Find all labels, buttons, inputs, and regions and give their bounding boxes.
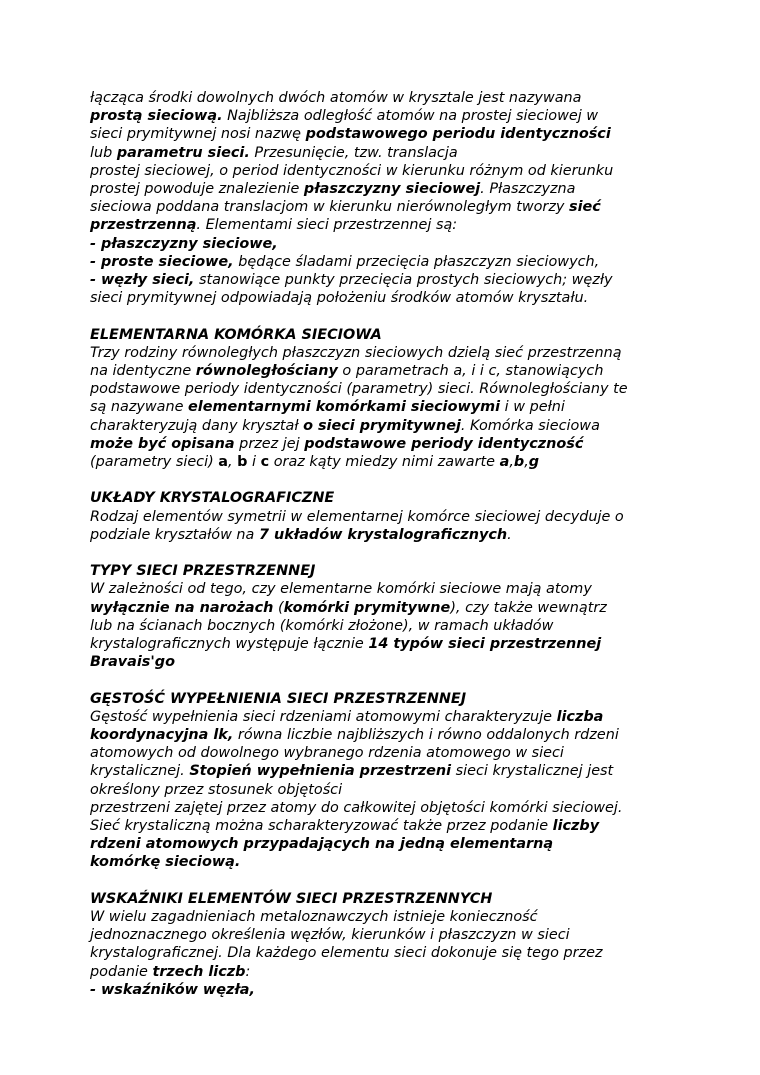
- text-line: [90, 89, 678, 107]
- text-run: Sieć krystaliczną można scharakteryzować także przez podanie: [90, 818, 553, 835]
- bold-text: liczba: [556, 708, 604, 725]
- text-line: [90, 198, 678, 216]
- text-run: równa liczbie najbliższych i równo oddalonych rdzeni: [233, 727, 619, 744]
- text-run: sieci prymitywnej nosi nazwę: [90, 126, 306, 143]
- text-run: oraz kąty miedzy nimi zawarte: [269, 454, 500, 471]
- bold-text: - węzły sieci,: [90, 272, 195, 289]
- bold-text: równoległościany: [195, 363, 338, 380]
- text-line: [90, 944, 678, 962]
- text-line: [90, 817, 678, 835]
- text-run: krystalograficznej. Dla każdego elementu sieci dokonuje się tego przez: [90, 945, 603, 962]
- text-run: krystalicznej.: [90, 763, 190, 780]
- text-run: . Płaszczyzna: [480, 181, 576, 198]
- text-run: ,: [524, 454, 529, 471]
- document-page: [90, 89, 678, 999]
- text-run: . Komórka sieciowa: [460, 417, 600, 434]
- text-run: Najbliższa odległość atomów na prostej sieciowej w: [222, 108, 599, 125]
- text-run: krystalograficznych występuje łącznie: [90, 636, 369, 653]
- text-line: [90, 453, 678, 471]
- text-run: .: [507, 526, 512, 543]
- section: [90, 489, 678, 544]
- text-run: lub na ścianach bocznych (komórki złożone), w ramach układów: [90, 617, 554, 634]
- bold-text: o sieci prymitywnej: [303, 417, 461, 434]
- text-line: [90, 107, 678, 125]
- bold-text: podstawowego periodu identyczności: [305, 126, 611, 143]
- text-run: ,: [509, 454, 514, 471]
- text-run: . Elementami sieci przestrzennej są:: [196, 217, 458, 234]
- text-line: [90, 235, 678, 253]
- text-run: :: [245, 963, 251, 980]
- paragraph: [90, 89, 678, 307]
- text-line: [90, 708, 678, 726]
- text-run: (: [273, 599, 284, 616]
- bold-text: płaszczyzny sieciowej: [303, 181, 481, 198]
- text-line: [90, 344, 678, 362]
- text-line: [90, 835, 678, 853]
- bold-text: Bravais'go: [90, 654, 175, 671]
- text-line: [90, 908, 678, 926]
- text-line: [90, 580, 678, 598]
- text-line: [90, 144, 678, 162]
- text-run: Gęstość wypełnienia sieci rdzeniami atomowymi charakteryzuje: [90, 708, 557, 725]
- text-line: [90, 981, 678, 999]
- bold-text: przestrzenną: [90, 217, 197, 234]
- text-line: [90, 526, 678, 544]
- text-line: [90, 781, 678, 799]
- text-run: atomowych od dowolnego wybranego rdzenia atomowego w sieci: [90, 745, 564, 762]
- bold-text: g: [528, 454, 540, 471]
- section: [90, 326, 678, 472]
- text-run: podziale kryształów na: [90, 526, 259, 543]
- paragraph-spacer: [90, 471, 678, 489]
- text-line: [90, 726, 678, 744]
- text-run: i: [247, 454, 261, 471]
- text-run: Trzy rodziny równoległych płaszczyzn sieciowych dzielą sieć przestrzenną: [90, 344, 622, 361]
- bold-text: Stopień wypełnienia przestrzeni: [189, 763, 452, 780]
- text-line: [90, 599, 678, 617]
- text-run: (parametry sieci): [90, 454, 219, 471]
- paragraph-spacer: [90, 307, 678, 325]
- bold-text: komórkę sieciową.: [90, 854, 241, 871]
- section-heading: TYPY SIECI PRZESTRZENNEJ: [90, 563, 316, 580]
- bold-text: 14 typów sieci przestrzennej: [368, 636, 602, 653]
- text-line: [90, 762, 678, 780]
- bold-text: elementarnymi komórkami sieciowymi: [188, 399, 501, 416]
- text-line: [90, 799, 678, 817]
- text-line: [90, 963, 678, 981]
- text-run: W wielu zagadnieniach metaloznawczych istnieje konieczność: [90, 909, 538, 926]
- section-heading: GĘSTOŚĆ WYPEŁNIENIA SIECI PRZESTRZENNEJ: [90, 690, 467, 707]
- text-line: [90, 125, 678, 143]
- text-line: [90, 853, 678, 871]
- text-run: łącząca środki dowolnych dwóch atomów w krysztale jest nazywana: [90, 90, 582, 106]
- text-run: stanowiące punkty przecięcia prostych sieciowych; węzły: [194, 272, 613, 289]
- bold-text: b: [237, 454, 248, 471]
- text-run: sieci krystalicznej jest: [451, 763, 614, 780]
- text-line: [90, 635, 678, 653]
- bold-text: rdzeni atomowych przypadających na jedną elementarną: [90, 836, 554, 853]
- text-run: o parametrach a, i i c, stanowiących: [337, 363, 604, 380]
- bold-text: trzech liczb: [152, 963, 246, 980]
- text-run: W zależności od tego, czy elementarne komórki sieciowe mają atomy: [90, 581, 592, 598]
- bold-text: może być opisana: [90, 435, 235, 452]
- text-line: [90, 398, 678, 416]
- bold-text: b: [513, 454, 525, 471]
- bold-text: wyłącznie na narożach: [90, 599, 274, 616]
- text-run: jednoznacznego określenia węzłów, kierunków i płaszczyzn w sieci: [90, 927, 570, 944]
- bold-text: a: [499, 454, 510, 471]
- text-line: [90, 435, 678, 453]
- text-line: [90, 162, 678, 180]
- text-run: Rodzaj elementów symetrii w elementarnej komórce sieciowej decyduje o: [90, 508, 624, 525]
- text-line: [90, 180, 678, 198]
- text-run: ,: [228, 454, 238, 471]
- text-line: [90, 744, 678, 762]
- bold-text: sieć: [569, 199, 601, 216]
- text-run: sieci prymitywnej odpowiadają położeniu środków atomów kryształu.: [90, 290, 589, 307]
- paragraph-spacer: [90, 544, 678, 562]
- text-line: [90, 508, 678, 526]
- text-run: prostej sieciowej, o period identyczności w kierunku różnym od kierunku: [90, 162, 614, 179]
- text-run: przez jej: [234, 435, 305, 452]
- text-run: będące śladami przecięcia płaszczyzn sieciowych,: [233, 253, 600, 270]
- paragraph-spacer: [90, 671, 678, 689]
- text-line: [90, 289, 678, 307]
- bold-text: a: [218, 454, 228, 471]
- text-run: określony przez stosunek objętości: [90, 781, 343, 798]
- text-line: [90, 362, 678, 380]
- text-run: przestrzeni zajętej przez atomy do całkowitej objętości komórki sieciowej.: [90, 799, 623, 816]
- section: [90, 562, 678, 671]
- bold-text: - proste sieciowe,: [90, 253, 234, 270]
- text-line: [90, 380, 678, 398]
- bold-text: c: [260, 454, 270, 471]
- bold-text: podstawowe periody identyczność: [304, 435, 584, 452]
- text-line: [90, 271, 678, 289]
- paragraph-spacer: [90, 872, 678, 890]
- section: [90, 890, 678, 999]
- text-run: i w pełni: [500, 399, 565, 416]
- text-run: charakteryzują dany kryształ: [90, 417, 304, 434]
- text-line: [90, 216, 678, 234]
- bold-text: liczby: [552, 818, 600, 835]
- text-line: [90, 926, 678, 944]
- text-run: sieciowa poddana translacjom w kierunku nierównoległym tworzy: [90, 199, 569, 216]
- text-run: ), czy także wewnątrz: [450, 599, 607, 616]
- bold-text: prostą sieciową.: [90, 108, 223, 125]
- text-run: podstawowe periody identyczności (parametry) sieci. Równoległościany te: [90, 381, 628, 398]
- bold-text: parametru sieci.: [116, 144, 250, 161]
- section: [90, 690, 678, 872]
- text-run: na identyczne: [90, 363, 196, 380]
- text-run: są nazywane: [90, 399, 189, 416]
- bold-text: - płaszczyzny sieciowe,: [90, 235, 278, 252]
- text-line: [90, 253, 678, 271]
- bold-text: koordynacyjna lk,: [90, 727, 234, 744]
- text-line: [90, 617, 678, 635]
- text-run: Przesunięcie, tzw. translacja: [249, 144, 458, 161]
- text-line: [90, 653, 678, 671]
- text-run: podanie: [90, 963, 153, 980]
- section-heading: WSKAŹNIKI ELEMENTÓW SIECI PRZESTRZENNYCH: [90, 890, 493, 907]
- text-line: [90, 417, 678, 435]
- bold-text: - wskaźników węzła,: [90, 981, 255, 998]
- bold-text: 7 układów krystalograficznych: [258, 526, 508, 543]
- section-heading: UKŁADY KRYSTALOGRAFICZNE: [90, 490, 335, 507]
- bold-text: komórki prymitywne: [283, 599, 451, 616]
- text-run: prostej powoduje znalezienie: [90, 181, 304, 198]
- section-heading: ELEMENTARNA KOMÓRKA SIECIOWA: [90, 326, 382, 343]
- text-run: lub: [90, 144, 117, 161]
